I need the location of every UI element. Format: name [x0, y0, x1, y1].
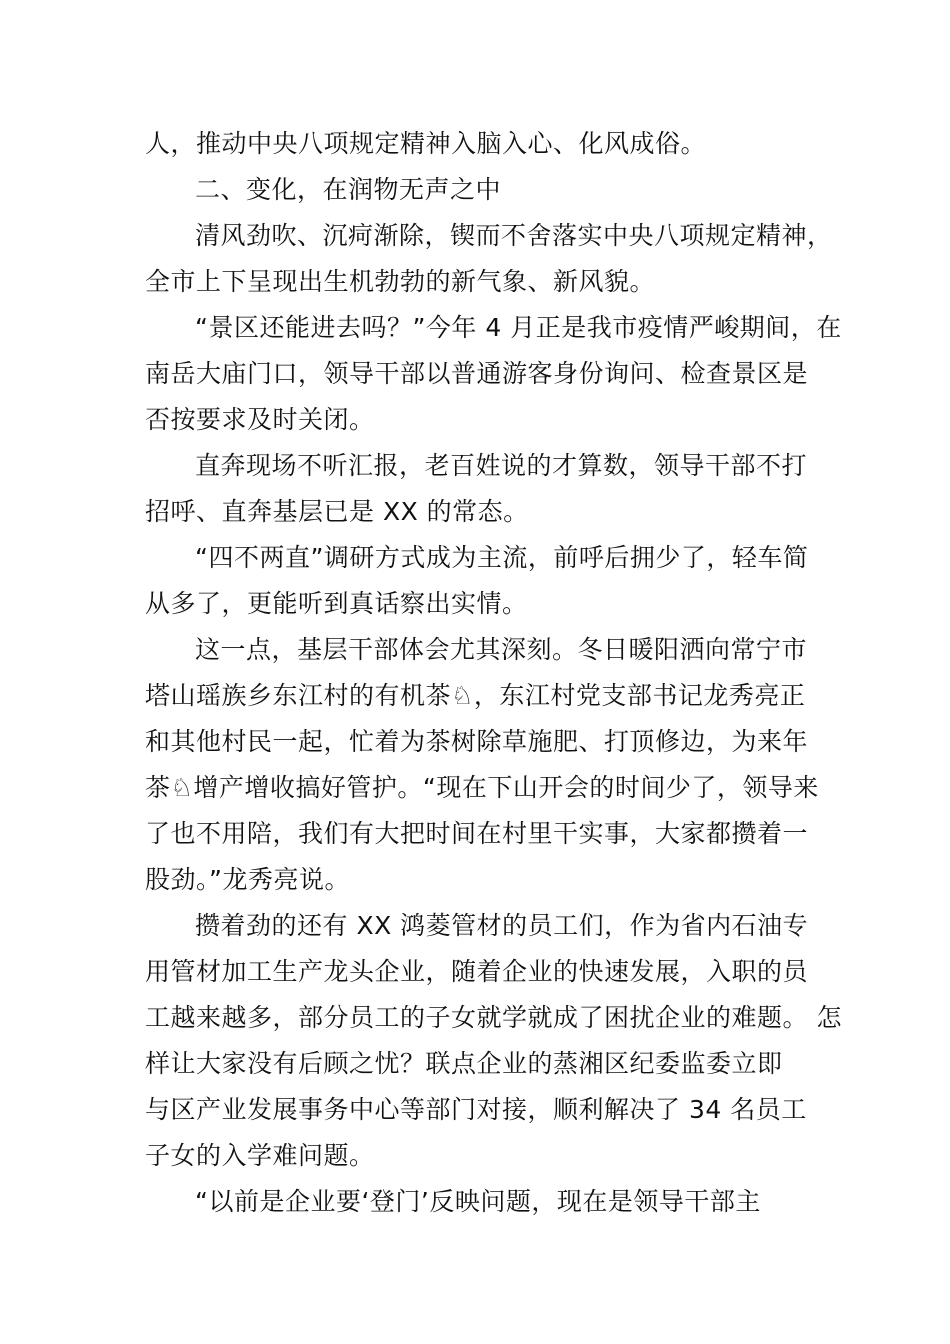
text-line: 和其他村民一起，忙着为茶树除草施肥、打顶修边，为来年: [145, 727, 809, 756]
text-line: 人，推动中央八项规定精神入脑入心、化风成俗。: [145, 129, 707, 158]
text-line: 攒着劲的还有 XX 鸿菱管材的员工们，作为省内石油专: [195, 911, 809, 940]
text-line: 子女的入学难问题。: [145, 1141, 375, 1170]
document-body: [145, 121, 842, 1225]
text-line: 样让大家没有后顾之忧？联点企业的蒸湘区纪委监委立即: [145, 1049, 783, 1078]
text-line: 招呼、直奔基层已是 XX 的常态。: [145, 497, 529, 526]
text-line: 全市上下呈现出生机勃勃的新气象、新风貌。: [145, 267, 656, 296]
text-line: “四不两直”调研方式成为主流，前呼后拥少了，轻车简: [195, 543, 809, 572]
text-line: 茶♘增产增收搞好管护。“现在下山开会的时间少了，领导来: [145, 773, 819, 802]
text-line: 塔山瑶族乡东江村的有机茶♘，东江村党支部书记龙秀亮正: [145, 681, 806, 710]
text-line: 与区产业发展事务中心等部门对接，顺利解决了 34 名员工: [145, 1095, 807, 1124]
text-line: 股劲。”龙秀亮说。: [145, 865, 350, 894]
text-line: 否按要求及时关闭。: [145, 405, 375, 434]
text-line: 南岳大庙门口，领导干部以普通游客身份询问、检查景区是: [145, 359, 809, 388]
text-line: 这一点，基层干部体会尤其深刻。冬日暖阳洒向常宁市: [195, 635, 808, 664]
text-line: 用管材加工生产龙头企业，随着企业的快速发展，入职的员: [145, 957, 809, 986]
text-line: 从多了，更能听到真话察出实情。: [145, 589, 528, 618]
text-line: 工越来越多，部分员工的子女就学就成了困扰企业的难题。 怎: [145, 1003, 842, 1032]
section-heading: 二、变化，在润物无声之中: [195, 175, 502, 204]
text-line: “以前是企业要‘登门’反映问题，现在是领导干部主: [195, 1187, 761, 1216]
text-line: 了也不用陪，我们有大把时间在村里干实事，大家都攒着一: [145, 819, 809, 848]
text-line: 直奔现场不听汇报，老百姓说的才算数，领导干部不打: [195, 451, 808, 480]
text-line: 清风劲吹、沉疴渐除，锲而不舍落实中央八项规定精神，: [195, 221, 833, 250]
text-line: “景区还能进去吗？”今年 4 月正是我市疫情严峻期间，在: [195, 313, 842, 342]
